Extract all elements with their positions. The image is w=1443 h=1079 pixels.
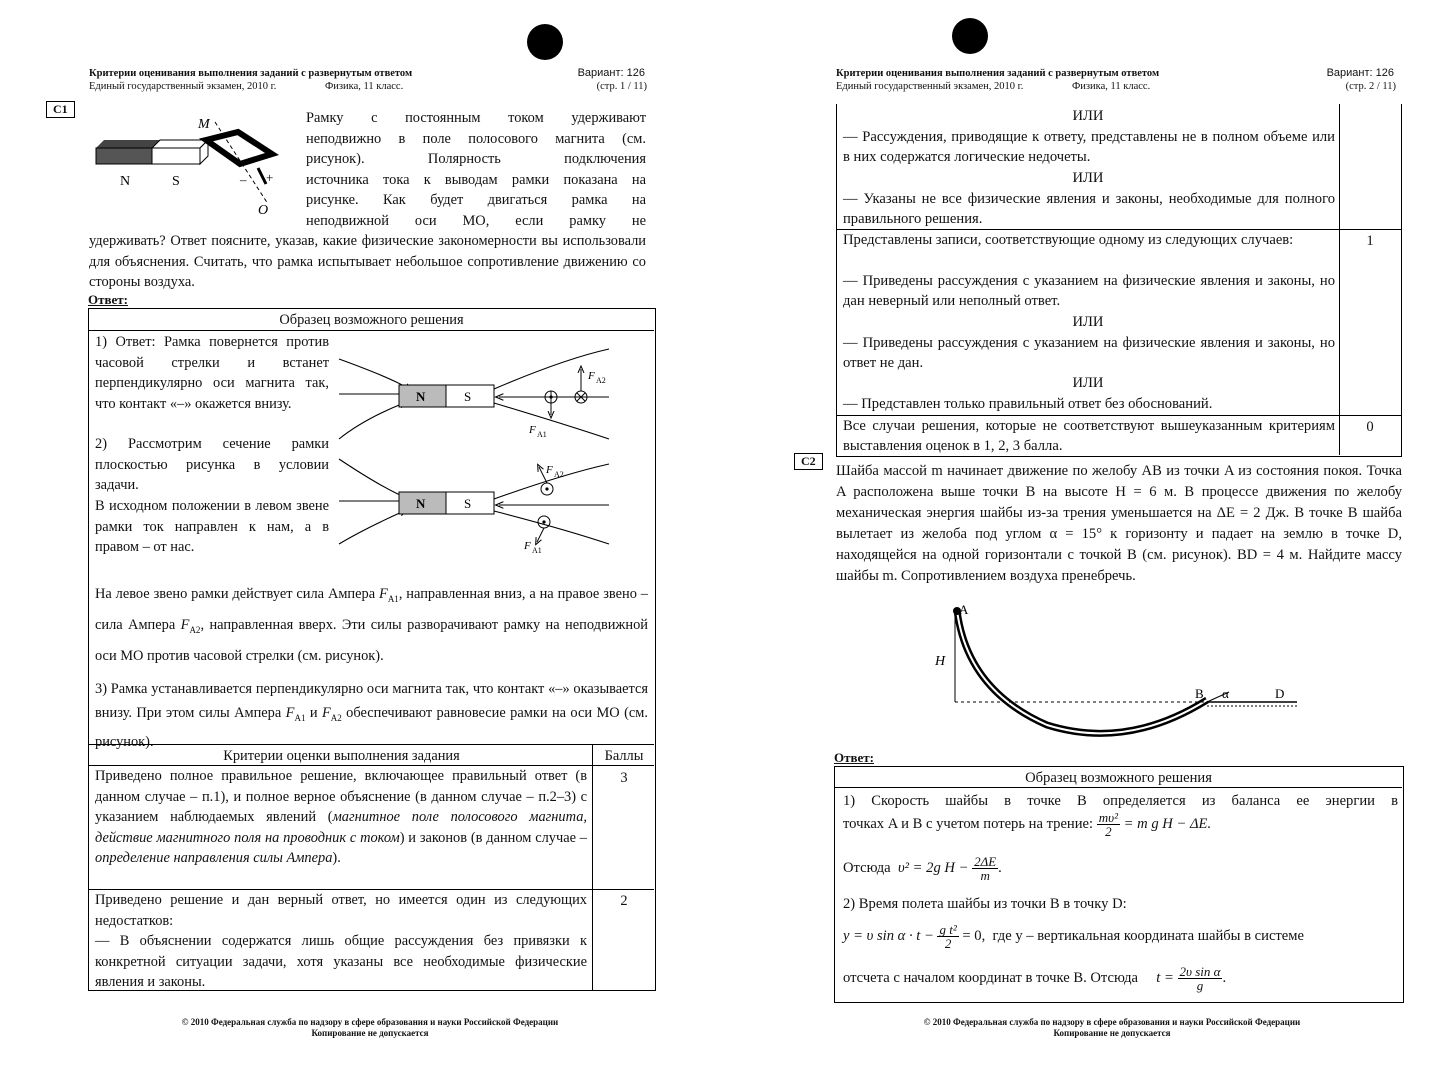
eq1-rhs: = m g H − ΔE.: [1123, 815, 1212, 832]
f-a2-label: F: [588, 370, 595, 382]
problem-line: рисунок). Полярность подключения: [306, 151, 646, 167]
criteria-row-3: Приведено полное правильное решение, включающее правильный ответ (в данном случае – п.1), и полное верное объяснение (в данном случае – п.2–3) с указанием наблюдаемых явлений (магнитное поле полосового магнита, действие магнитного поля на проводник с током) и законов (в данном случае – определение направления силы Ампера).: [95, 768, 587, 866]
c2-step-1b: точках A и B с учетом потерь на трение: $\frac{\text{mυ²}}{2}$ = m g H − ΔE.: [843, 810, 1212, 839]
footer-copyright-right: © 2010 Федеральная служба по надзору в сфере образования и науки Российской Федерации: [923, 1017, 1301, 1027]
footer-copyright: © 2010 Федеральная служба по надзору в сфере образования и науки Российской Федерации: [181, 1017, 559, 1027]
eq1-fraction: $\frac{\text{mυ²}}{2}$: [1098, 810, 1118, 839]
eq4-fraction: $\frac{\text{2υ sin α}}{g}$: [1179, 964, 1221, 993]
points-3: 3: [620, 770, 628, 786]
c2-step-1: 1) Скорость шайбы в точке B определяется из баланса ее энергии в: [843, 793, 1398, 809]
points-1: 1: [1366, 233, 1374, 249]
criteria-header: Критерии оценки выполнения задания: [223, 748, 460, 764]
criteria-row-r7: Все случаи решения, которые не соответствуют вышеуказанным критериям выставления оценок в 1, 2, 3 балла.: [843, 418, 1335, 455]
c1-problem-intro: [306, 108, 646, 231]
criteria-row-2b: — В объяснении содержатся лишь общие рассуждения без привязки к конкретной ситуации задачи, хотя указаны все необходимые физические явления и законы.: [95, 933, 587, 990]
ampere-paragraph: [95, 581, 648, 669]
f-a1-label-2: F: [524, 540, 531, 552]
c2-eq3: y = υ sin α · t − $\frac{\text{g t²}}{2}$ = 0, где y – вертикальная координата шайбы в системе: [843, 922, 1305, 951]
criteria-row-r4: — Приведены рассуждения с указанием на физические явления и законы, но дан неверный или неполный ответ.: [843, 273, 1335, 310]
or-1: ИЛИ: [1072, 108, 1104, 124]
footer-no-copy-right: Копирование не допускается: [1053, 1028, 1171, 1038]
c2-problem: Шайба массой m начинает движение по желобу AB из точки A из состояния покоя. Точка A расположена выше точки B на высоте H = 6 м. В процессе движения по желобу механическая энергия шайбы из-за трения уменьшается на ΔE = 2 Дж. В точке B шайба вылетает из желоба под углом α = 15° к горизонту и падает на землю в точке D, находящейся на одной горизонтали с точкой B (см. рисунок). BD = 4 м. Найдите массу шайбы m. Сопротивлением воздуха пренебречь.: [836, 463, 1402, 584]
criteria-row-r2: — Указаны не все физические явления и законы, необходимые для полного правильного решения.: [843, 191, 1335, 228]
label-s: S: [172, 174, 180, 189]
variant: Вариант: 126: [577, 67, 645, 79]
eq2-fraction: $\frac{2\Delta E}{m}$: [974, 854, 997, 883]
force-f-a1-b: $F_{A1}$: [285, 705, 306, 723]
magnet-s: S: [464, 389, 472, 404]
c2-eq4: отсчета с началом координат в точке B. Отсюда t = $\frac{\text{2υ sin α}}{g}$ .: [843, 964, 1227, 993]
magnet-n-2: N: [416, 496, 426, 511]
c1-problem-rest: удерживать? Ответ поясните, указав, какие физические закономерности вы использовали для объяснения. Считать, что рамка испытывает небольшое сопротивление движению со стороны воздуха.: [89, 233, 646, 290]
sample-header-c2: Образец возможного решения: [1025, 770, 1212, 786]
criteria-row-r6: — Представлен только правильный ответ без обоснований.: [843, 396, 1213, 412]
point-b: B: [1195, 686, 1204, 701]
footer-right: [842, 1017, 1382, 1039]
ampere-text-c: , направленная вверх. Эти силы разворачивают рамку на неподвижной оси МО против часовой стрелки (см. рисунок).: [95, 616, 648, 664]
criteria-row-r3: Представлены записи, соответствующие одному из следующих случаев:: [843, 232, 1294, 248]
task-tag-c1: C1: [46, 101, 75, 118]
step3-text-a: 3) Рамка устанавливается перпендикулярно оси магнита так, что контакт «–» оказывается внизу. При этом силы Ампера: [95, 681, 648, 721]
task-tag-c2: C2: [794, 453, 823, 470]
step3-text-b: обеспечивают равновесие рамки на оси МО (см. рисунок).: [95, 705, 648, 750]
field-lines-figure: [334, 339, 654, 559]
criteria-title: Критерии оценивания выполнения заданий с развернутым ответом: [89, 68, 413, 79]
f-a1-label: F: [529, 424, 536, 436]
exam-line-right: Единый государственный экзамен, 2010 г.: [836, 81, 1024, 92]
solution-step-2: 2) Рассмотрим сечение рамки плоскостью рисунка в условии задачи.: [95, 436, 329, 493]
point-d: D: [1275, 686, 1285, 701]
solution-step-3: [95, 677, 648, 754]
magnet-s-2: S: [464, 496, 472, 511]
page-left: [0, 0, 720, 1079]
problem-line: Рамку с постоянным током удерживают: [306, 110, 646, 126]
or-4: ИЛИ: [1072, 375, 1104, 391]
criteria-table-continued: [836, 104, 1402, 457]
magnet-frame-figure: [90, 112, 300, 222]
points-2: 2: [620, 893, 628, 909]
c2-step-2-text: где y – вертикальная координата шайбы в системе: [992, 927, 1305, 944]
problem-line: неподвижной оси МО, если рамку не: [306, 212, 646, 229]
step3-and: и: [309, 705, 318, 721]
label-plus: +: [266, 170, 274, 185]
f-a2-sub-2: A2: [554, 470, 564, 479]
c2-solution-table: [834, 766, 1404, 1003]
subject-right: Физика, 11 класс.: [1072, 81, 1151, 92]
f-a2-sub: A2: [596, 376, 606, 385]
force-f-a2-b: $F_{A2}$: [321, 705, 342, 723]
force-f-a1: $F_{A1}$: [379, 586, 399, 604]
binder-hole-right: [952, 18, 988, 54]
solution-step-2b: В исходном положении в левом звене рамки ток направлен к нам, а в правом – от нас.: [95, 498, 329, 555]
ampere-text-b: , направленная вниз, а на правое звено – сила Ампера: [95, 586, 648, 633]
answer-label-c2: Ответ:: [834, 750, 875, 765]
subject: Физика, 11 класс.: [325, 81, 404, 92]
footer-no-copy: Копирование не допускается: [311, 1028, 429, 1038]
f-a1-sub-2: A1: [532, 546, 542, 555]
c2-step-2: 2) Время полета шайбы из точки B в точку D:: [843, 896, 1127, 912]
label-m: M: [198, 117, 210, 132]
problem-line: неподвижно в поле полосового магнита (см.: [306, 130, 646, 147]
angle-alpha: α: [1222, 686, 1229, 701]
chute-figure: [927, 600, 1307, 750]
f-a2-label-2: F: [546, 464, 553, 476]
footer: [100, 1017, 640, 1039]
or-2: ИЛИ: [1072, 170, 1104, 186]
label-o: O: [258, 203, 269, 218]
force-f-a2: $F_{A2}$: [180, 616, 201, 635]
magnet-n: N: [416, 389, 426, 404]
exam-line: Единый государственный экзамен, 2010 г.: [89, 81, 277, 92]
ampere-text-a: На левое звено рамки действует сила Ампера: [95, 586, 376, 602]
point-a: A: [959, 602, 969, 617]
criteria-row-r5: — Приведены рассуждения с указанием на физические явления и законы, но ответ не дан.: [843, 335, 1335, 372]
criteria-title-right: Критерии оценивания выполнения заданий с развернутым ответом: [836, 68, 1160, 79]
f-a1-sub: A1: [537, 430, 547, 439]
answer-label: Ответ:: [88, 292, 129, 307]
problem-line: источника тока к выводам рамки показана на: [306, 171, 646, 188]
criteria-row-2a: Приведено решение и дан верный ответ, но имеется один из следующих недостатков:: [95, 892, 587, 929]
label-minus: –: [240, 172, 247, 187]
c1-solution-table: [88, 308, 656, 991]
height-h: H: [935, 654, 946, 669]
or-3: ИЛИ: [1072, 314, 1104, 330]
criteria-row-r1: — Рассуждения, приводящие к ответу, представлены не в полном объеме или в них содержатся логические недочеты.: [843, 129, 1335, 166]
page-right: [722, 0, 1443, 1079]
page-number-right: (стр. 2 / 11): [1345, 81, 1396, 92]
points-header: Баллы: [604, 748, 644, 764]
variant-right: Вариант: 126: [1326, 67, 1394, 79]
problem-line: рисунке. Как будет двигаться рамка на: [306, 192, 646, 208]
eq3-fraction: $\frac{\text{g t²}}{2}$: [939, 922, 957, 951]
page-header-right: [836, 67, 1398, 93]
solution-step-1: 1) Ответ: Рамка повернется против часовой стрелки и встанет перпендикулярно оси магнита так, что контакт «–» окажется внизу.: [95, 334, 329, 412]
label-n: N: [120, 174, 131, 189]
points-0: 0: [1366, 419, 1374, 435]
c2-eq2: Отсюда υ² = 2g H − $\frac{2\Delta E}{m}$ .: [843, 854, 1002, 883]
page-header: [89, 67, 649, 93]
page-number: (стр. 1 / 11): [596, 81, 647, 92]
binder-hole: [527, 24, 563, 60]
sample-header: Образец возможного решения: [279, 312, 464, 328]
